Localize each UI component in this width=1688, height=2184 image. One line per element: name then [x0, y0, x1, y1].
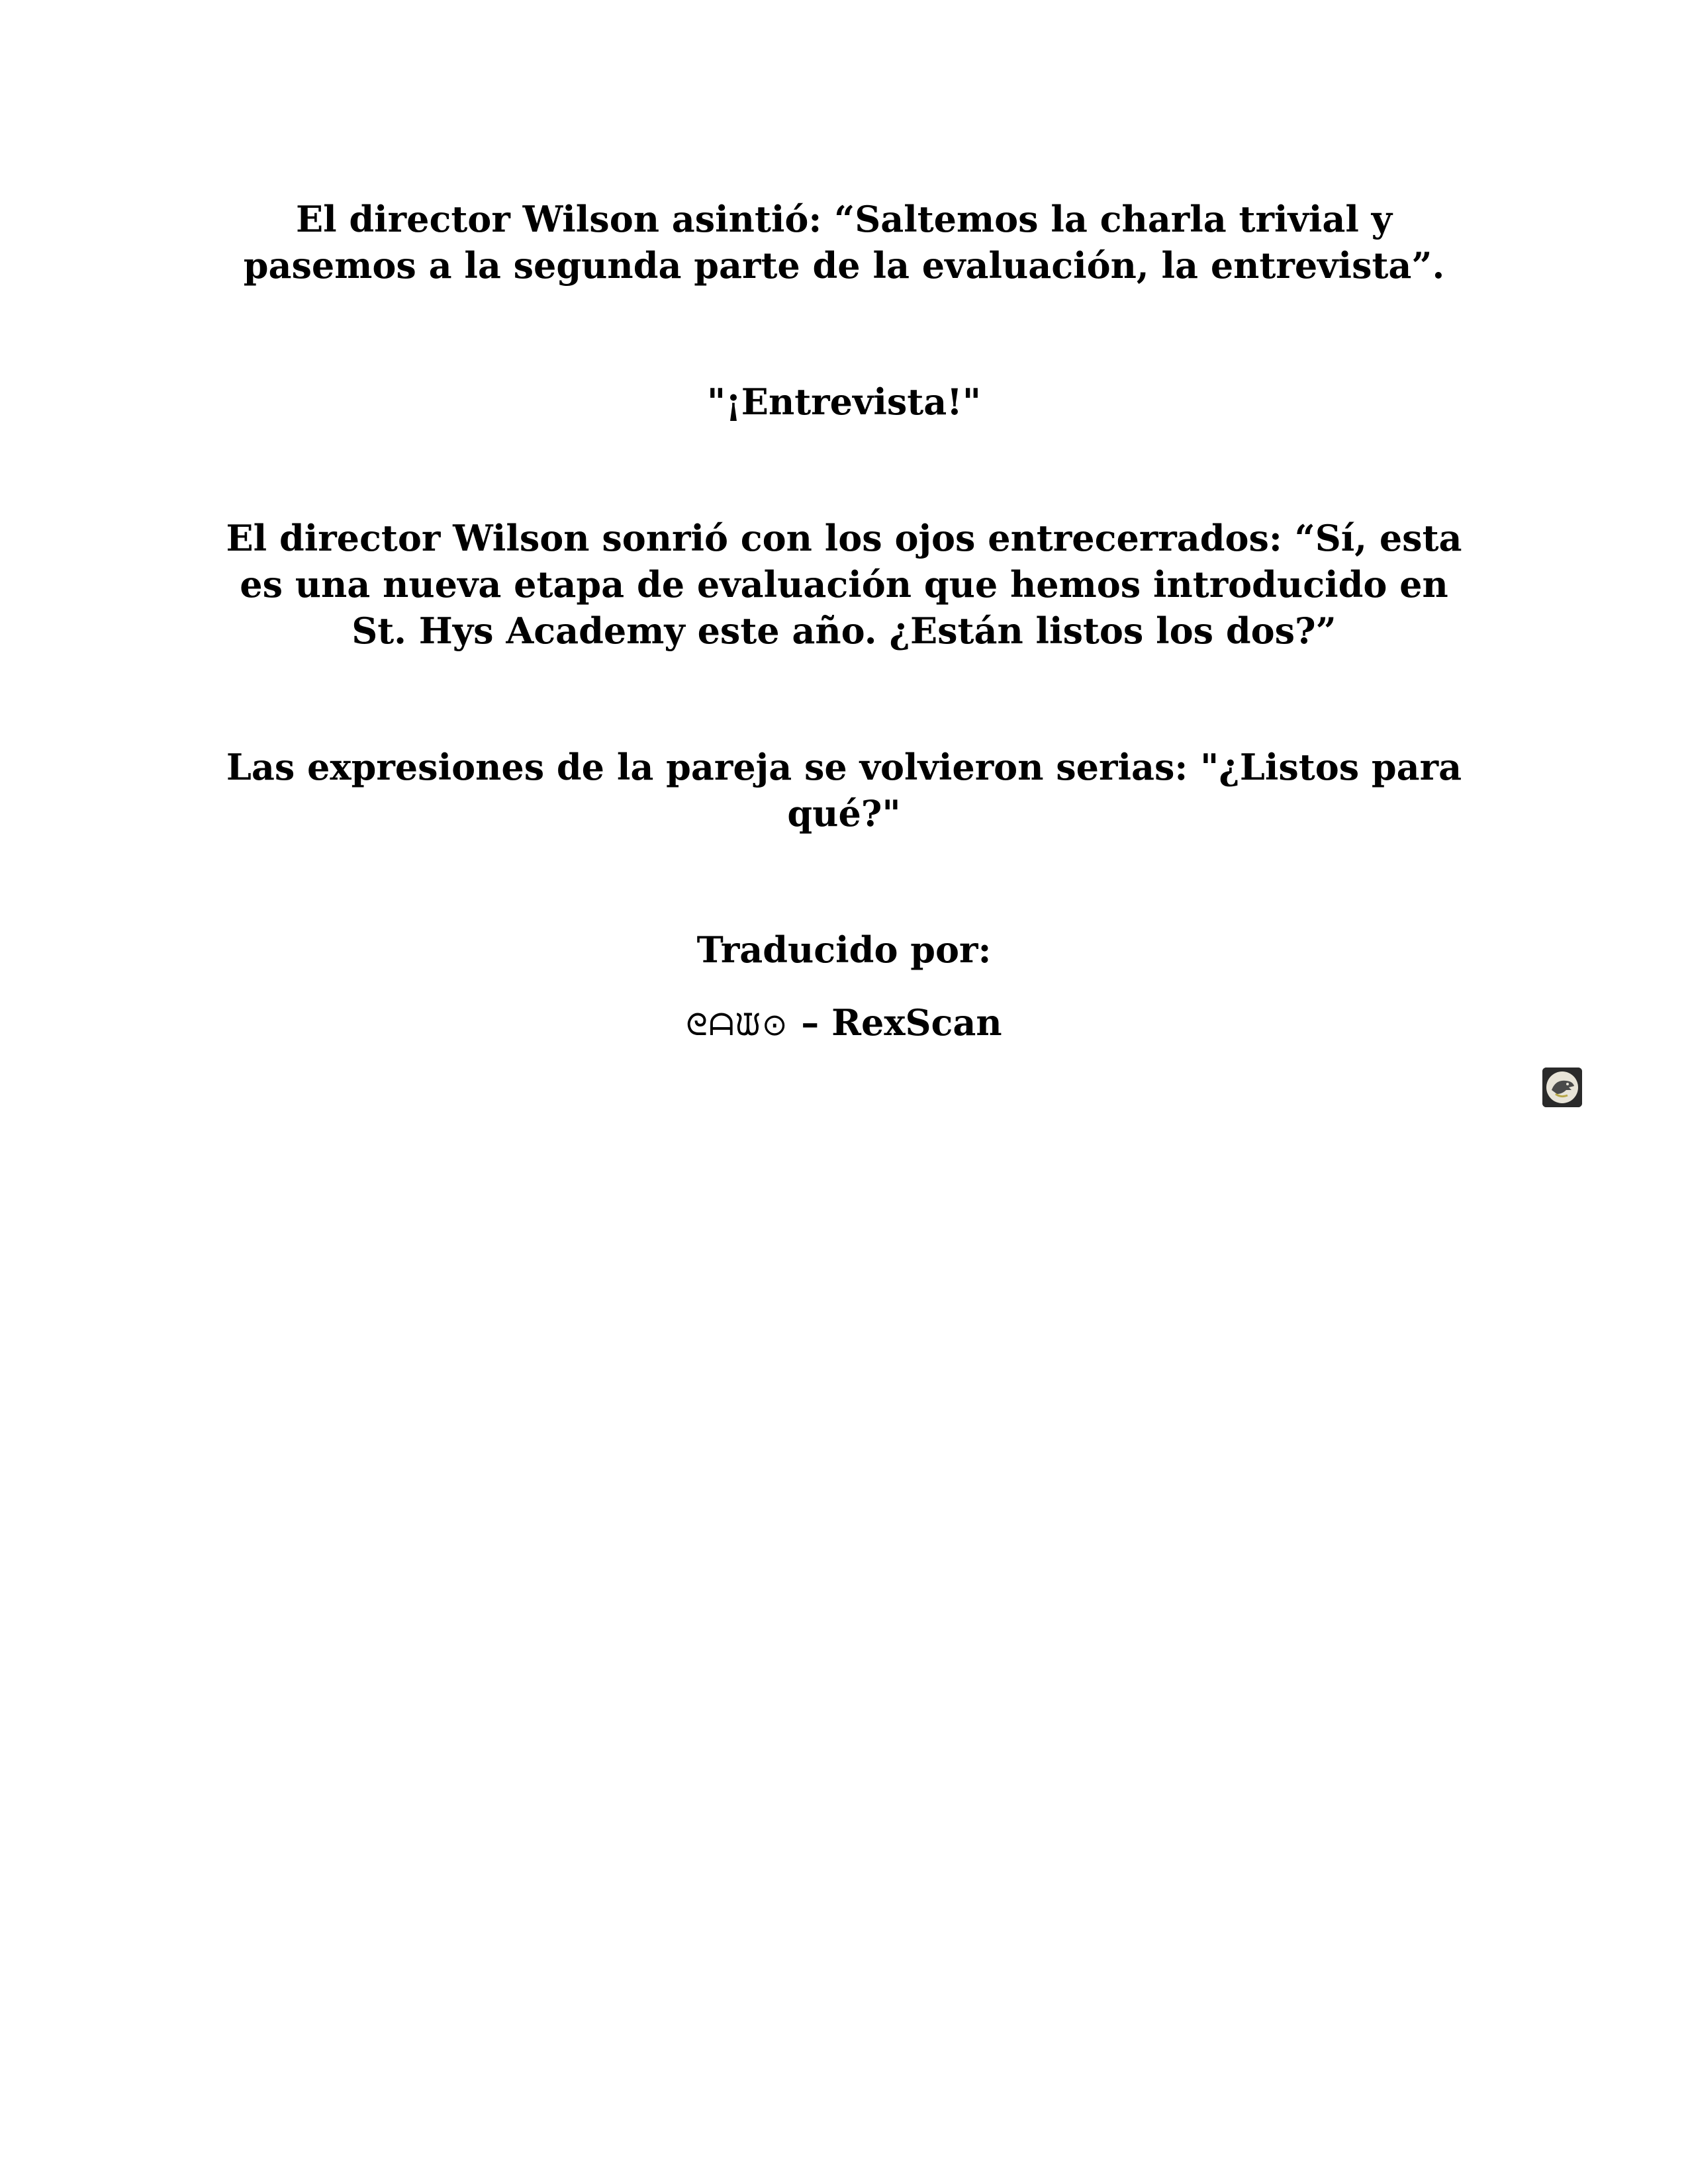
paragraph-1: El director Wilson asintió: “Saltemos la charla trivial y pasemos a la segunda parte de la evaluación, la entrevista”.: [243, 198, 1445, 287]
paragraph-2: "¡Entrevista!": [706, 381, 982, 423]
group-name: RexScan: [831, 1001, 1002, 1044]
credits-line: [225, 999, 1463, 1048]
paragraph-4: Las expresiones de la pareja se volvieron serias: "¿Listos para qué?": [226, 746, 1462, 835]
credits-label: Traducido por:: [696, 929, 992, 971]
translator-name: ᘓᗩᙡ⊙: [686, 1007, 789, 1042]
paragraph-3: El director Wilson sonrió con los ojos entrecerrados: “Sí, esta es una nueva etapa de evaluación que hemos introducido en St. Hys Academy este año. ¿Están listos los dos?”: [226, 517, 1462, 652]
logo-graphic: [1542, 1068, 1582, 1107]
rex-dinosaur-logo-icon: [1542, 1068, 1582, 1107]
credits-separator: –: [788, 1001, 832, 1044]
